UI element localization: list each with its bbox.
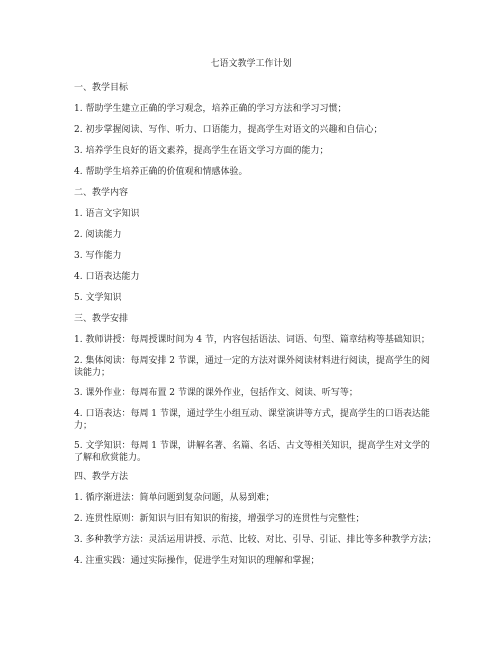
list-item: 2. 集体阅读：每周安排 2 节课，通过一定的方法对课外阅读材料进行阅读，提高学生的阅读能力； <box>74 356 430 378</box>
list-item: 1. 循序渐进法：简单问题到复杂问题，从易到难； <box>74 493 275 503</box>
list-item: 1. 教师讲授：每周授课时间为 4 节，内容包括语法、词语、句型、篇章结构等基础知识； <box>74 335 430 345</box>
list-item: 2. 初步掌握阅读、写作、听力、口语能力，提高学生对语文的兴趣和自信心； <box>74 125 383 135</box>
section-heading: 三、教学安排 <box>74 314 129 324</box>
list-item: 4. 注重实践：通过实际操作，促进学生对知识的理解和掌握； <box>74 556 320 566</box>
list-item: 3. 培养学生良好的语文素养，提高学生在语文学习方面的能力； <box>74 146 329 156</box>
list-item: 3. 写作能力 <box>74 251 122 261</box>
list-item: 4. 帮助学生培养正确的价值观和情感体验。 <box>74 167 248 177</box>
list-item: 4. 口语表达：每周 1 节课，通过学生小组互动、课堂演讲等方式，提高学生的口语表达能力； <box>74 409 430 431</box>
list-item: 5. 文学知识 <box>74 293 122 303</box>
list-item: 2. 阅读能力 <box>74 230 122 240</box>
list-item: 5. 文学知识：每周 1 节课，讲解名著、名篇、名话、古文等相关知识，提高学生对文学的了解和欣赏能力。 <box>74 441 430 463</box>
list-item: 2. 连贯性原则：新知识与旧有知识的衔接，增强学习的连贯性与完整性； <box>74 514 365 524</box>
list-item: 1. 帮助学生建立正确的学习观念，培养正确的学习方法和学习习惯； <box>74 104 347 114</box>
section-heading: 二、教学内容 <box>74 188 129 198</box>
list-item: 4. 口语表达能力 <box>74 272 140 282</box>
document-title: 七语文教学工作计划 <box>210 59 292 69</box>
list-item: 3. 课外作业：每周布置 2 节课的课外作业，包括作文、阅读、听写等； <box>74 388 358 398</box>
list-item: 3. 多种教学方法：灵活运用讲授、示范、比较、对比、引导、引证、排比等多种教学方法； <box>74 535 437 545</box>
section-heading: 四、教学方法 <box>74 472 129 482</box>
list-item: 1. 语言文字知识 <box>74 209 140 219</box>
section-heading: 一、教学目标 <box>74 83 129 93</box>
